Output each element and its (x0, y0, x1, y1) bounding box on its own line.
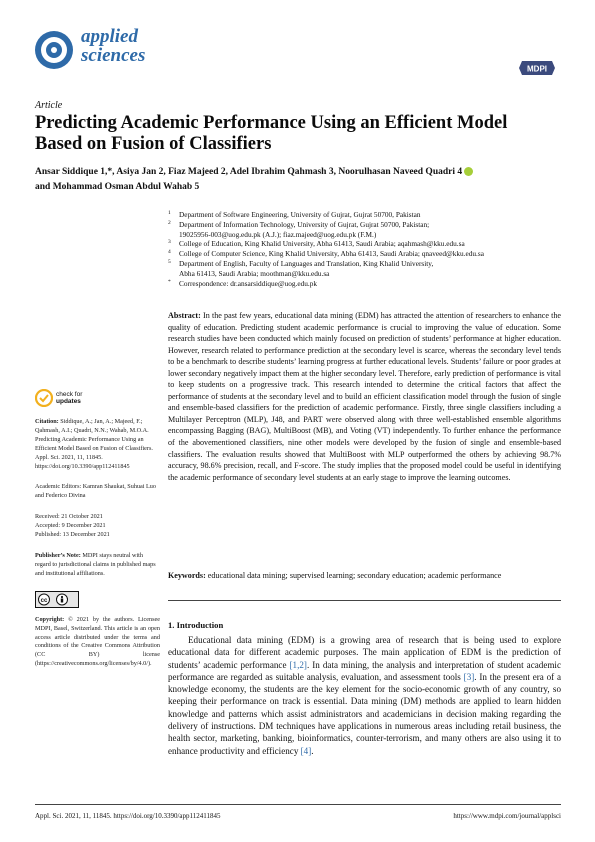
affiliation-row (168, 279, 563, 289)
affiliation-row (168, 210, 563, 220)
affiliation-number: 2 (168, 219, 171, 226)
citation-text: Siddique, A.; Jan, A.; Majeed, F.; Qahmash, A.I.; Quadri, N.N.; Wahab, M.O.A. Predicting Academic Performance Using an Efficient Model Based on Fusion of Classifiers. Appl. Sci. 2021, 11, 11845. https://doi.org/10.3390/app112411845 (35, 418, 153, 470)
check-label-2: updates (56, 398, 81, 405)
section-divider (168, 600, 561, 601)
received-date: Received: 21 October 2021 (35, 513, 103, 521)
keywords (168, 570, 561, 581)
affiliation-text: Department of English, Faculty of Languages and Translation, King Khalid University, (179, 258, 434, 268)
affiliation-row (168, 259, 563, 269)
abstract-label: Abstract: (168, 311, 201, 320)
publisher-note-text: MDPI stays neutral with regard to jurisdictional claims in published maps and institutional affiliations. (35, 551, 156, 577)
affiliation-number: 5 (168, 258, 171, 265)
affiliation-text: Correspondence: dr.ansarsiddique@uog.edu.pk (179, 278, 318, 288)
reference-link[interactable]: [1,2] (289, 659, 307, 670)
intro-text: . In data mining, the analysis and interpretation of student academic performance are regarded as suitable analysis, evaluation, and assessment tools (168, 659, 561, 682)
authors-line-1: Ansar Siddique 1,*, Asiya Jan 2, Fiaz Majeed 2, Adel Ibrahim Qahmash 3, Noorulhasan Naveed Quadri 4 (35, 167, 463, 177)
dates-block (35, 513, 160, 540)
journal-name-line2: sciences (81, 45, 146, 66)
affiliation-text: College of Computer Science, King Khalid University, Abha 61413, Saudi Arabia; qnaveed@kku.edu.sa (179, 249, 484, 259)
affiliation-number: 1 (168, 210, 171, 216)
reference-link[interactable]: [4] (300, 745, 312, 756)
affiliation-text: 19025956-003@uog.edu.pk (A.J.); fiaz.majeed@uog.edu.pk (F.M.) (179, 229, 377, 239)
left-sidebar (35, 418, 160, 681)
published-date: Published: 13 December 2021 (35, 531, 110, 539)
affiliation-row (168, 269, 563, 279)
footer-citation: Appl. Sci. 2021, 11, 11845. https://doi.org/10.3390/app112411845 (35, 812, 221, 820)
footer-rule (35, 804, 561, 805)
publisher-note-block (35, 552, 160, 579)
keywords-label: Keywords: (168, 571, 206, 580)
affiliation-row (168, 220, 563, 230)
authors-line-2: and Mohammad Osman Abdul Wahab 5 (35, 182, 200, 192)
abstract-text: In the past few years, educational data mining (EDM) has attracted the attention of researchers to enhance the quality of education. Predicting student academic performance is crucial to improving the value of education. Some research studies have been conducted which mainly focused on prediction of students’ performance at higher education. However, research related to performance prediction at the secondary level is scarce, whereas the secondary level tends to be a benchmark to describe students’ learning progress at further educational levels. Students’ failure or poor grades at lower secondary negatively impact them at the higher secondary level. Therefore, early prediction of performance is vital to keep students on a progressive track. This research intended to determine the critical factors that affect the performance of students at the secondary level and to build an efficient classification model through the fusion of single and ensemble-based classifiers for the prediction of academic performance. Firstly, three single classifiers including a Multilayer Perceptron (MLP), J48, and PART were observed along with three well-established ensemble algorithms encompassing Bagging (BAG), MultiBoost (MB), and Voting (VT) independently. To further enhance the performance of the abovementioned classifiers, nine other models were developed by the fusion of single and ensemble-based classifiers. The evaluation results showed that MultiBoost with MLP outperformed the others by achieving 98.7% accuracy, 98.6% precision, recall, and F-score. The study implies that the proposed model could be useful in identifying the academic performance of secondary level students at an early stage to improve the learning outcomes. (168, 311, 562, 482)
copyright-text: © 2021 by the authors. Licensee MDPI, Basel, Switzerland. This article is an open access article distributed under the terms and conditions of the Creative Commons Attribution (CC BY) license (https://creativecommons.org/licenses/by/4.0/). (35, 615, 160, 668)
intro-text: . (311, 745, 314, 756)
affiliation-row (168, 230, 563, 240)
abstract (168, 310, 561, 483)
check-label-1: check for (56, 391, 83, 398)
citation-label: Citation: (35, 418, 59, 425)
editors-text: Kamran Shaukat, Suhuai Luo and Federico Divina (35, 483, 156, 500)
article-title: Predicting Academic Performance Using an Efficient Model Based on Fusion of Classifiers (35, 113, 508, 154)
mdpi-logo-icon (518, 60, 556, 76)
affiliation-text: Department of Information Technology, University of Gujrat, Gujrat 50700, Pakistan; (179, 219, 430, 229)
affiliation-text: College of Education, King Khalid University, Abha 61413, Saudi Arabia; aqahmash@kku.edu.sa (179, 239, 465, 249)
keywords-text: educational data mining; supervised learning; secondary education; academic performance (207, 571, 502, 580)
copyright-block (35, 616, 160, 669)
affiliation-text: Abha 61413, Saudi Arabia; moothman@kku.edu.sa (179, 268, 330, 278)
cc-by-license-icon[interactable] (35, 591, 79, 608)
publisher-label: MDPI (527, 64, 547, 74)
affiliation-row (168, 239, 563, 249)
author-list (35, 165, 575, 195)
intro-text: Educational data mining (EDM) is a growing area of research that is being used to explore educational data for different academic purposes. The main application of EDM is the prediction of students’ academic performance (168, 635, 561, 670)
editors-label: Academic Editors: (35, 483, 82, 491)
section-heading: 1. Introduction (168, 620, 224, 630)
journal-logo (33, 27, 183, 87)
check-for-updates-button[interactable] (35, 389, 105, 409)
citation-block (35, 418, 160, 471)
intro-paragraph (168, 634, 561, 757)
affiliation-number: * (168, 278, 171, 285)
affiliation-number: 3 (168, 239, 171, 246)
copyright-label: Copyright: (35, 615, 65, 623)
svg-text:cc: cc (40, 597, 48, 604)
affiliation-number: 4 (168, 249, 171, 256)
affiliation-row (168, 249, 563, 259)
editors-block (35, 483, 160, 501)
check-updates-icon (35, 389, 53, 407)
affiliation-text: Department of Software Engineering, University of Gujrat, Gujrat 50700, Pakistan (179, 210, 421, 219)
intro-text: . In the present era of a knowledge economy, the students are the key element for the socio-economic growth of any country, so keeping their performance on track is essential. Data mining (DM) methods are applied to learn hidden knowledge and patterns which assist administrators and academicians in decision making regarding the delivery of instructions. DM techniques have applications in numerous areas including retail business, the health sector, marketing, banking, bioinformatics, counter-terrorism, and many others are also using it to enhance productivity and efficiency (168, 671, 562, 756)
publisher-note-label: Publisher’s Note: (35, 551, 81, 559)
reference-link[interactable]: [3] (463, 671, 475, 682)
accepted-date: Accepted: 9 December 2021 (35, 522, 106, 530)
journal-name (81, 27, 145, 65)
footer-journal-link[interactable]: https://www.mdpi.com/journal/applsci (453, 812, 561, 820)
affiliations (168, 210, 563, 288)
journal-name-line1: applied (81, 26, 138, 47)
orcid-icon[interactable] (464, 167, 473, 176)
journal-emblem-icon (33, 29, 75, 71)
article-type: Article (35, 100, 63, 111)
